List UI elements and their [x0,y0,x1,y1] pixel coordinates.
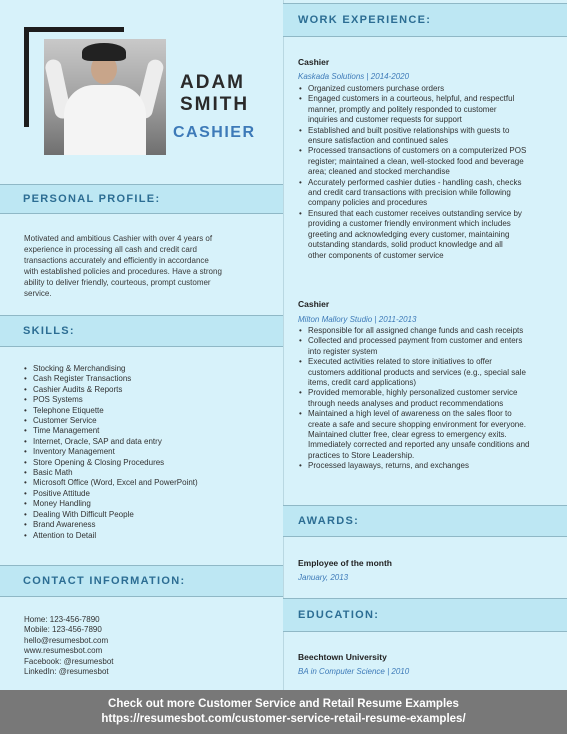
skills-heading-bar [0,315,283,347]
job-bullet-line: • Accurately performed cashier duties - handling cash, checks [308,177,522,187]
job-bullet-line: outstanding standards, solid product knowledge and all [308,240,503,250]
promo-banner[interactable] [0,690,567,734]
profile-line: service. [24,289,52,298]
job-bullet-line: practices to Store Leadership. [308,450,415,460]
job-bullet-line: and credit card transactions with precision while following [308,188,511,198]
job-bullet [298,94,553,125]
profile-text [24,233,264,299]
skill-item: • Inventory Management [24,447,198,457]
education-heading-bar [283,598,567,632]
skill-item: • Microsoft Office (Word, Excel and PowerPoint) [24,478,198,488]
skill-item: • Dealing With Difficult People [24,510,198,520]
job-2-title: Cashier [298,299,330,309]
contact-email[interactable]: hello@resumesbot.com [24,635,109,645]
job-bullet-line: • Collected and processed payment from customer and enters [308,336,523,346]
contact-heading-bar [0,565,283,597]
award-date: January, 2013 [298,573,349,582]
profile-photo [44,39,166,155]
education-degree: BA in Computer Science | 2010 [298,667,410,676]
promo-banner-link[interactable]: https://resumesbot.com/customer-service-retail-resume-examples/ [101,713,466,725]
job-bullet-line: company policies and procedures [308,198,428,208]
work-heading: WORK EXPERIENCE: [298,14,432,26]
profile-line: transactions accurately and efficiently in accordance [24,256,209,265]
column-divider [283,0,284,690]
skills-heading: SKILLS: [23,325,75,337]
skill-item: • Time Management [24,426,198,436]
job-bullet-line: • Provided memorable, highly personalized customer service [308,388,518,398]
job-bullet-line: • Processed layaways, returns, and exchanges [308,461,469,471]
contact-mobile: Mobile: 123-456-7890 [24,625,102,635]
job-bullet-line: • Ensured that each customer receives outstanding service by [308,208,522,218]
skill-item: • Store Opening & Closing Procedures [24,458,198,468]
job-bullet [298,209,553,261]
job-bullet-line: register; maintained a clean, well-stocked food and beverage [308,156,524,166]
contact-info [24,615,114,677]
profile-line: Motivated and ambitious Cashier with over 4 years of [24,234,213,243]
job-bullet-line: through needs analyses and product recommendations [308,398,504,408]
skill-item: • Stocking & Merchandising [24,364,198,374]
job-bullet-line: • Organized customers purchase orders [308,84,445,93]
profile-heading: PERSONAL PROFILE: [23,193,161,205]
skills-list [24,364,198,541]
job-bullet-line: • Executed activities related to store initiatives to offer [308,357,492,367]
skill-item: • Internet, Oracle, SAP and data entry [24,437,198,447]
job-bullet [298,84,553,94]
job-1-company: Kaskada Solutions | 2014-2020 [298,72,410,81]
skill-item: • Attention to Detail [24,531,198,541]
job-bullet [298,178,553,209]
awards-heading: AWARDS: [298,515,360,527]
job-bullet-line: Immediately corrected and reported any unsafe conditions and [308,440,530,450]
job-bullet [298,388,553,409]
profile-line: experience in processing all cash and credit card [24,245,197,254]
job-1-title: Cashier [298,57,330,67]
job-bullet-line: customers additional products and services (e.g., special sale [308,367,526,377]
job-2-bullets [298,326,553,472]
job-2-company: Milton Mallory Studio | 2011-2013 [298,315,417,324]
education-school: Beechtown University [298,652,387,662]
job-bullet-line: area; cleaned and stocked merchandise [308,167,450,177]
contact-home: Home: 123-456-7890 [24,615,100,624]
skill-item: • POS Systems [24,395,198,405]
job-bullet [298,326,553,336]
job-bullet-line: greeting and acknowledging every customer, maintaining [308,229,510,239]
education-heading: EDUCATION: [298,609,380,621]
job-bullet-line: create a safe and secure shopping environment for everyone. [308,419,526,429]
job-bullet [298,126,553,147]
skill-item: • Positive Attitude [24,489,198,499]
job-bullet-line: other components of customer service [308,250,444,260]
job-bullet [298,336,553,357]
job-bullet-line: manner, promptly and politely responded to customer [308,104,497,114]
skill-item: • Customer Service [24,416,198,426]
photo-hat [82,43,126,61]
job-bullet [298,409,553,461]
job-bullet-line: providing a customer friendly environment which includes [308,219,511,229]
job-bullet-line: items, credit card applications) [308,378,417,388]
job-1-bullets [298,84,553,261]
skill-item: • Money Handling [24,499,198,509]
skill-item: • Basic Math [24,468,198,478]
skill-item: • Cashier Audits & Reports [24,385,198,395]
contact-linkedin: LinkedIn: @resumesbot [24,667,109,677]
contact-website[interactable]: www.resumesbot.com [24,646,103,656]
award-name: Employee of the month [298,558,392,568]
job-bullet-line: inquiries and customer requests for support [308,115,462,125]
job-bullet-line: into register system [308,346,378,356]
skill-item: • Cash Register Transactions [24,374,198,384]
skill-item: • Telephone Etiquette [24,406,198,416]
job-bullet-line: • Engaged customers in a courteous, helpful, and respectful [308,94,515,104]
contact-facebook: Facebook: @resumesbot [24,656,114,666]
job-bullet-line: • Responsible for all assigned change funds and cash receipts [308,326,524,335]
job-bullet-line: • Maintained a high level of awareness on the sales floor to [308,409,512,419]
skill-item: • Brand Awareness [24,520,198,530]
job-bullet [298,461,553,471]
left-column [0,0,283,690]
job-bullet [298,146,553,177]
profile-line: with established policies and procedures. Have a strong [24,267,222,276]
awards-heading-bar [283,505,567,537]
contact-heading: CONTACT INFORMATION: [23,575,186,587]
job-bullet-line: • Established and built positive relationships with guests to [308,125,510,135]
promo-banner-text[interactable]: Check out more Customer Service and Retail Resume Examples [108,698,459,710]
first-name: ADAM [180,72,245,93]
job-bullet [298,357,553,388]
job-bullet-line: Maintained clutter free, clear egress to emergency exits. [308,430,507,440]
photo-shirt [64,85,146,155]
work-heading-bar [283,3,567,37]
job-title: CASHIER [173,124,256,141]
profile-heading-bar [0,184,283,214]
last-name: SMITH [180,94,250,115]
profile-line: ability to deliver friendly, courteous, prompt customer [24,278,211,287]
job-bullet-line: • Processed transactions of customers on a computerized POS [308,146,527,156]
job-bullet-line: ensure satisfaction and continued sales [308,136,449,146]
